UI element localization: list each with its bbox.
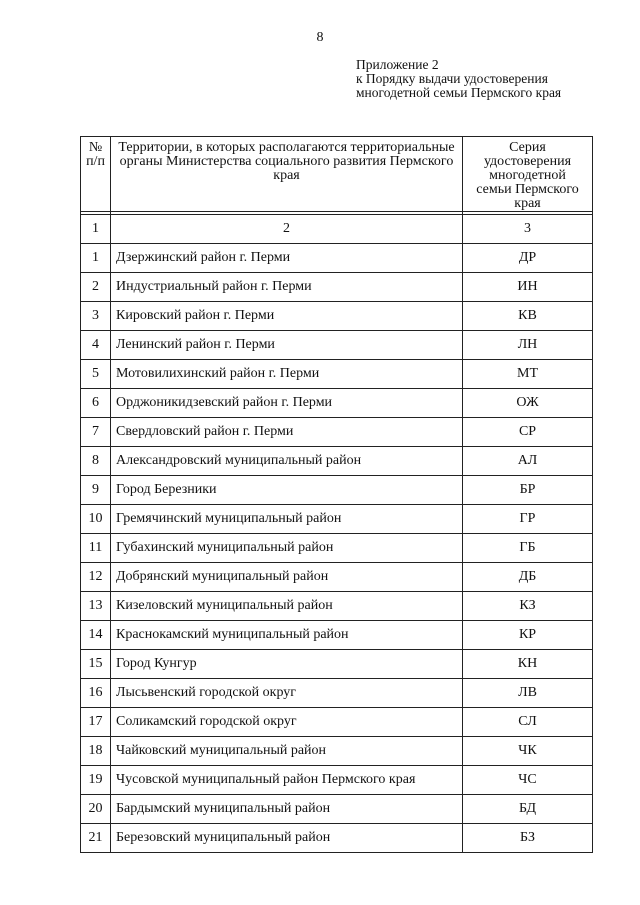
row-number: 12 (81, 563, 111, 592)
row-territory: Город Березники (111, 476, 463, 505)
row-number: 15 (81, 650, 111, 679)
row-territory: Кизеловский муниципальный район (111, 592, 463, 621)
header-num (81, 137, 111, 212)
table-row (81, 795, 593, 824)
row-series-code: БР (463, 476, 593, 505)
row-series-code: КН (463, 650, 593, 679)
table-row (81, 621, 593, 650)
row-territory: Свердловский район г. Перми (111, 418, 463, 447)
row-number: 14 (81, 621, 111, 650)
row-number: 5 (81, 360, 111, 389)
row-series-code: ИН (463, 273, 593, 302)
row-series-code: МТ (463, 360, 593, 389)
row-series-code: БЗ (463, 824, 593, 853)
row-series-code: СЛ (463, 708, 593, 737)
table-row (81, 273, 593, 302)
header-territory (111, 137, 463, 212)
row-series-code: ЛН (463, 331, 593, 360)
row-number: 7 (81, 418, 111, 447)
series-table (80, 136, 593, 853)
row-number: 13 (81, 592, 111, 621)
row-territory: Лысьвенский городской округ (111, 679, 463, 708)
table-row (81, 679, 593, 708)
row-territory: Кировский район г. Перми (111, 302, 463, 331)
row-territory: Губахинский муниципальный район (111, 534, 463, 563)
header-series (463, 137, 593, 212)
row-territory: Александровский муниципальный район (111, 447, 463, 476)
table-row (81, 592, 593, 621)
row-number: 18 (81, 737, 111, 766)
row-number: 3 (81, 302, 111, 331)
table-row (81, 331, 593, 360)
row-series-code: ЧС (463, 766, 593, 795)
row-territory: Орджоникидзевский район г. Перми (111, 389, 463, 418)
column-number-3: 3 (463, 215, 593, 244)
row-series-code: СР (463, 418, 593, 447)
row-series-code: КЗ (463, 592, 593, 621)
header-row (81, 137, 593, 212)
table-row (81, 534, 593, 563)
row-territory: Березовский муниципальный район (111, 824, 463, 853)
table-row (81, 389, 593, 418)
table-row (81, 708, 593, 737)
row-territory: Дзержинский район г. Перми (111, 244, 463, 273)
row-number: 20 (81, 795, 111, 824)
table-row (81, 824, 593, 853)
table-row (81, 302, 593, 331)
header-territory-text: Территории, в которых располагаются территориальные органы Министерства социального развития Пермского края (118, 140, 455, 183)
header-num-line-1: № (88, 140, 103, 155)
row-territory: Соликамский городской округ (111, 708, 463, 737)
row-series-code: ДР (463, 244, 593, 273)
row-territory: Город Кунгур (111, 650, 463, 679)
row-territory: Бардымский муниципальный район (111, 795, 463, 824)
column-number-1: 1 (81, 215, 111, 244)
row-number: 4 (81, 331, 111, 360)
row-number: 21 (81, 824, 111, 853)
table-row (81, 650, 593, 679)
row-territory: Чусовской муниципальный район Пермского края (111, 766, 463, 795)
row-territory: Индустриальный район г. Перми (111, 273, 463, 302)
row-territory: Краснокамский муниципальный район (111, 621, 463, 650)
row-number: 10 (81, 505, 111, 534)
header-series-text: Серия удостоверения многодетной семьи Пермского края (476, 140, 579, 211)
table-row (81, 563, 593, 592)
row-series-code: ЛВ (463, 679, 593, 708)
row-series-code: ГБ (463, 534, 593, 563)
row-number: 11 (81, 534, 111, 563)
row-series-code: ЧК (463, 737, 593, 766)
table-row (81, 737, 593, 766)
appendix-line-1: Приложение 2 (356, 57, 439, 72)
row-territory: Добрянский муниципальный район (111, 563, 463, 592)
appendix-header (356, 58, 561, 100)
row-number: 8 (81, 447, 111, 476)
column-number-2: 2 (111, 215, 463, 244)
table-row (81, 766, 593, 795)
row-series-code: БД (463, 795, 593, 824)
column-number-row (81, 215, 593, 244)
row-territory: Мотовилихинский район г. Перми (111, 360, 463, 389)
header-num-line-2: п/п (86, 154, 105, 169)
row-territory: Чайковский муниципальный район (111, 737, 463, 766)
row-series-code: КР (463, 621, 593, 650)
row-number: 19 (81, 766, 111, 795)
table-row (81, 505, 593, 534)
row-number: 17 (81, 708, 111, 737)
appendix-line-2: к Порядку выдачи удостоверения (356, 71, 548, 86)
row-number: 1 (81, 244, 111, 273)
table-row (81, 244, 593, 273)
row-series-code: ГР (463, 505, 593, 534)
table-body (81, 244, 593, 853)
table-row (81, 447, 593, 476)
row-series-code: АЛ (463, 447, 593, 476)
table-row (81, 418, 593, 447)
row-series-code: ДБ (463, 563, 593, 592)
row-number: 6 (81, 389, 111, 418)
row-number: 16 (81, 679, 111, 708)
row-number: 2 (81, 273, 111, 302)
row-series-code: ОЖ (463, 389, 593, 418)
row-territory: Гремячинский муниципальный район (111, 505, 463, 534)
appendix-line-3: многодетной семьи Пермского края (356, 85, 562, 100)
row-series-code: КВ (463, 302, 593, 331)
page-number: 8 (316, 30, 324, 45)
row-number: 9 (81, 476, 111, 505)
table-row (81, 360, 593, 389)
row-territory: Ленинский район г. Перми (111, 331, 463, 360)
table-row (81, 476, 593, 505)
